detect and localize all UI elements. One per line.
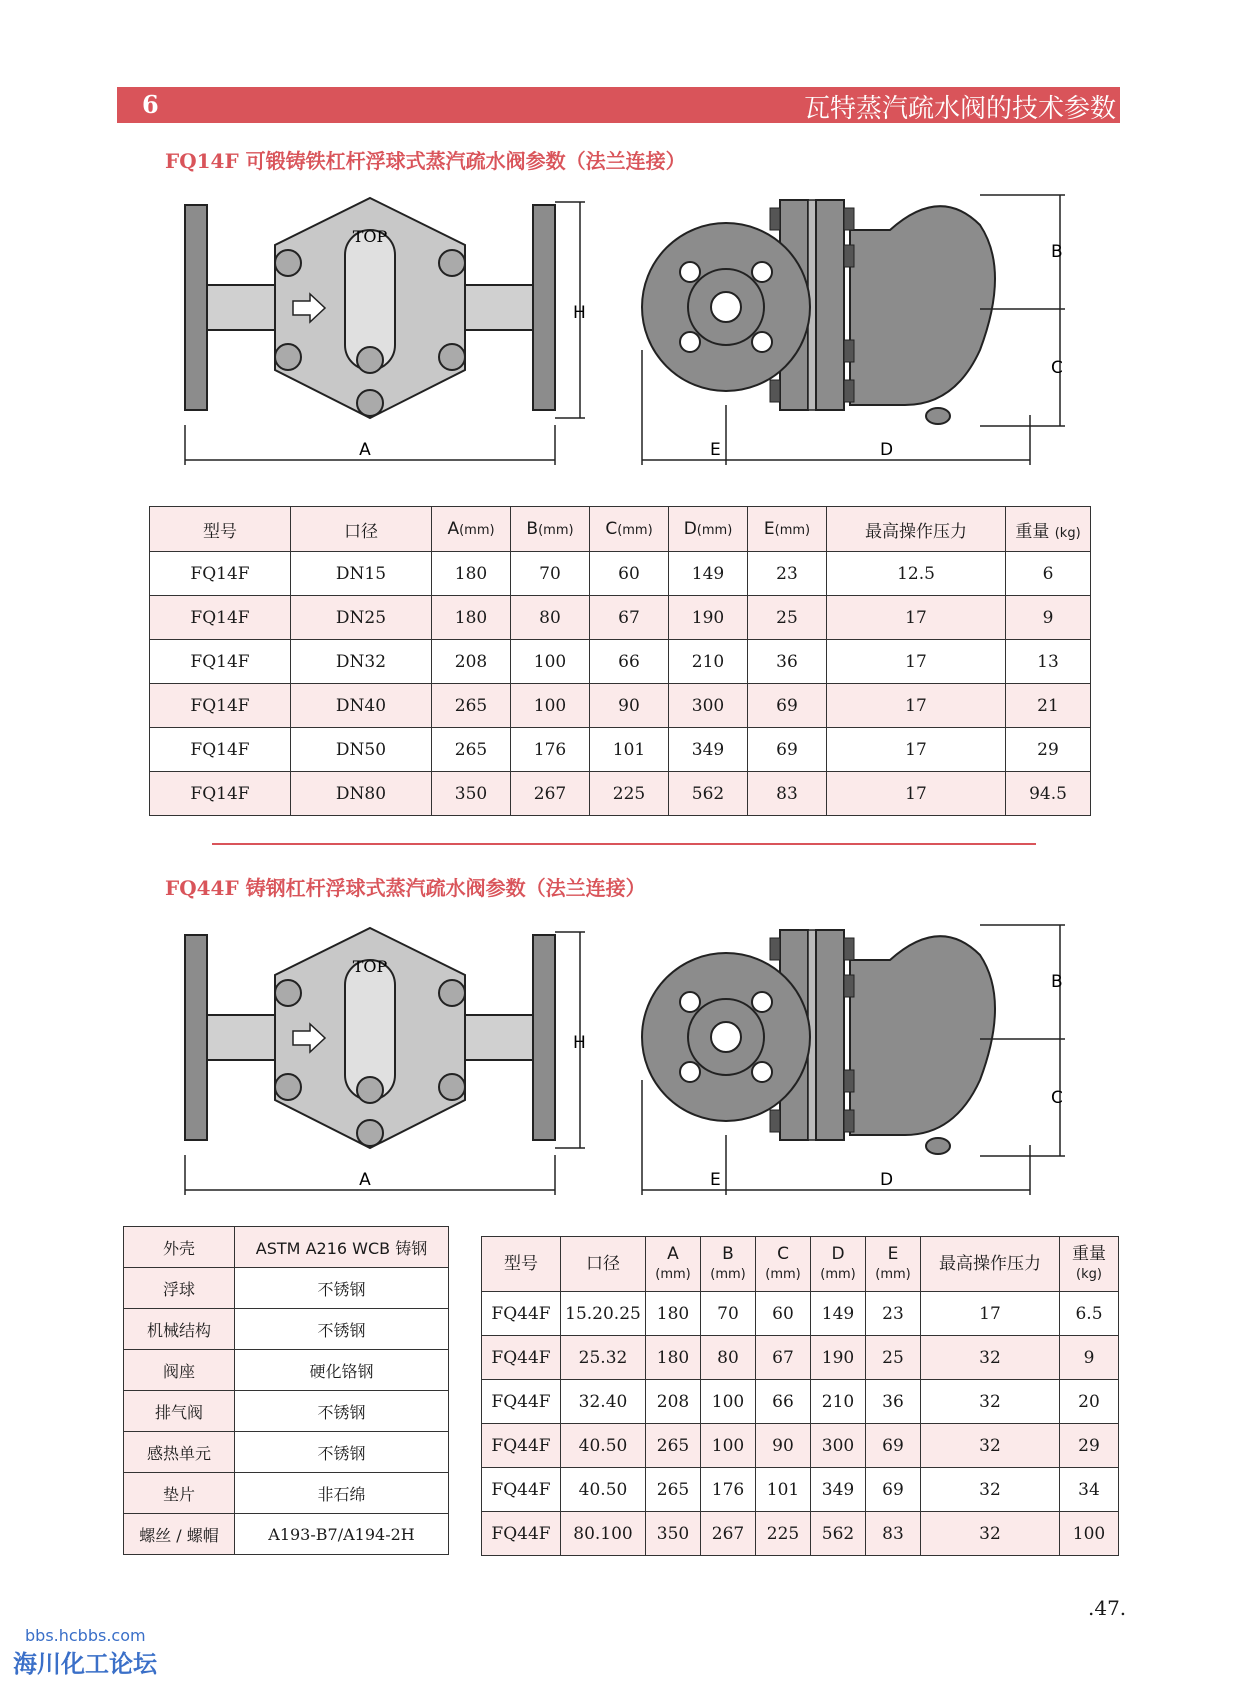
table-row: FQ14F DN32 208 100 66 210 36 17 13 xyxy=(150,640,1091,684)
col-header: B(mm) xyxy=(511,507,590,552)
table-row: FQ44F 40.50 265 100 90 300 69 32 29 xyxy=(482,1424,1119,1468)
material-row: 外壳 ASTM A216 WCB 铸钢 xyxy=(124,1227,449,1268)
fq44f-spec-table xyxy=(481,1236,1119,1556)
col-header: E(mm) xyxy=(748,507,827,552)
material-row: 垫片 非石绵 xyxy=(124,1473,449,1514)
footer-page-number: .47. xyxy=(1088,1596,1127,1620)
material-row: 机械结构 不锈钢 xyxy=(124,1309,449,1350)
table-row: FQ14F DN25 180 80 67 190 25 17 9 xyxy=(150,596,1091,640)
a-label: A xyxy=(359,440,371,460)
table-row: FQ14F DN50 265 176 101 349 69 17 29 xyxy=(150,728,1091,772)
side-view-drawing-1 xyxy=(640,190,1080,470)
front-view-drawing-1 xyxy=(175,190,595,470)
col-header: 型号 xyxy=(150,507,291,552)
table-header-row xyxy=(150,507,1091,552)
h-label: H xyxy=(573,303,586,323)
c-label: C xyxy=(1051,358,1063,378)
col-header: 重量 (kg) xyxy=(1006,507,1091,552)
table-row: FQ44F 80.100 350 267 225 562 83 32 100 xyxy=(482,1512,1119,1556)
watermark-name: 海川化工论坛 xyxy=(13,1650,157,1678)
b-label: B xyxy=(1051,972,1063,992)
table-row: FQ44F 32.40 208 100 66 210 36 32 20 xyxy=(482,1380,1119,1424)
col-header: C(mm) xyxy=(590,507,669,552)
c-label: C xyxy=(1051,1088,1063,1108)
d-label: D xyxy=(880,440,894,460)
a-label: A xyxy=(359,1170,371,1190)
table-row: FQ44F 40.50 265 176 101 349 69 32 34 xyxy=(482,1468,1119,1512)
section2-title: FQ44F 铸钢杠杆浮球式蒸汽疏水阀参数（法兰连接） xyxy=(165,876,646,900)
top-label: TOP xyxy=(352,227,388,246)
table-header-row: 型号 口径 A (mm) B (mm) C (mm) D (mm) E (mm) 最高操作压力 重量 (kg) xyxy=(482,1237,1119,1292)
material-row: 浮球 不锈钢 xyxy=(124,1268,449,1309)
table-row: FQ14F DN15 180 70 60 149 23 12.5 6 xyxy=(150,552,1091,596)
table-row: FQ44F 15.20.25 180 70 60 149 23 17 6.5 xyxy=(482,1292,1119,1336)
fq14f-spec-table xyxy=(149,506,1091,816)
col-header: D(mm) xyxy=(669,507,748,552)
top-label: TOP xyxy=(352,957,388,976)
section1-title: FQ14F 可锻铸铁杠杆浮球式蒸汽疏水阀参数（法兰连接） xyxy=(165,149,686,173)
col-header: A(mm) xyxy=(432,507,511,552)
e-label: E xyxy=(710,440,721,460)
table-row: FQ14F DN40 265 100 90 300 69 17 21 xyxy=(150,684,1091,728)
b-label: B xyxy=(1051,242,1063,262)
page-number: 6 xyxy=(142,90,159,119)
table-row: FQ44F 25.32 180 80 67 190 25 32 9 xyxy=(482,1336,1119,1380)
material-row: 感热单元 不锈钢 xyxy=(124,1432,449,1473)
table-row: FQ14F DN80 350 267 225 562 83 17 94.5 xyxy=(150,772,1091,816)
col-header: 最高操作压力 xyxy=(827,507,1006,552)
watermark-url: bbs.hcbbs.com xyxy=(25,1626,146,1645)
e-label: E xyxy=(710,1170,721,1190)
section-divider xyxy=(212,843,1036,845)
h-label: H xyxy=(573,1033,586,1053)
material-row: 排气阀 不锈钢 xyxy=(124,1391,449,1432)
material-row: 阀座 硬化铬钢 xyxy=(124,1350,449,1391)
d-label: D xyxy=(880,1170,894,1190)
col-header: 口径 xyxy=(291,507,432,552)
side-view-drawing-2 xyxy=(640,920,1080,1200)
header-title: 瓦特蒸汽疏水阀的技术参数 xyxy=(803,94,1116,124)
front-view-drawing-2 xyxy=(175,920,595,1200)
materials-table xyxy=(123,1226,449,1555)
material-row: 螺丝 / 螺帽 A193-B7/A194-2H xyxy=(124,1514,449,1555)
